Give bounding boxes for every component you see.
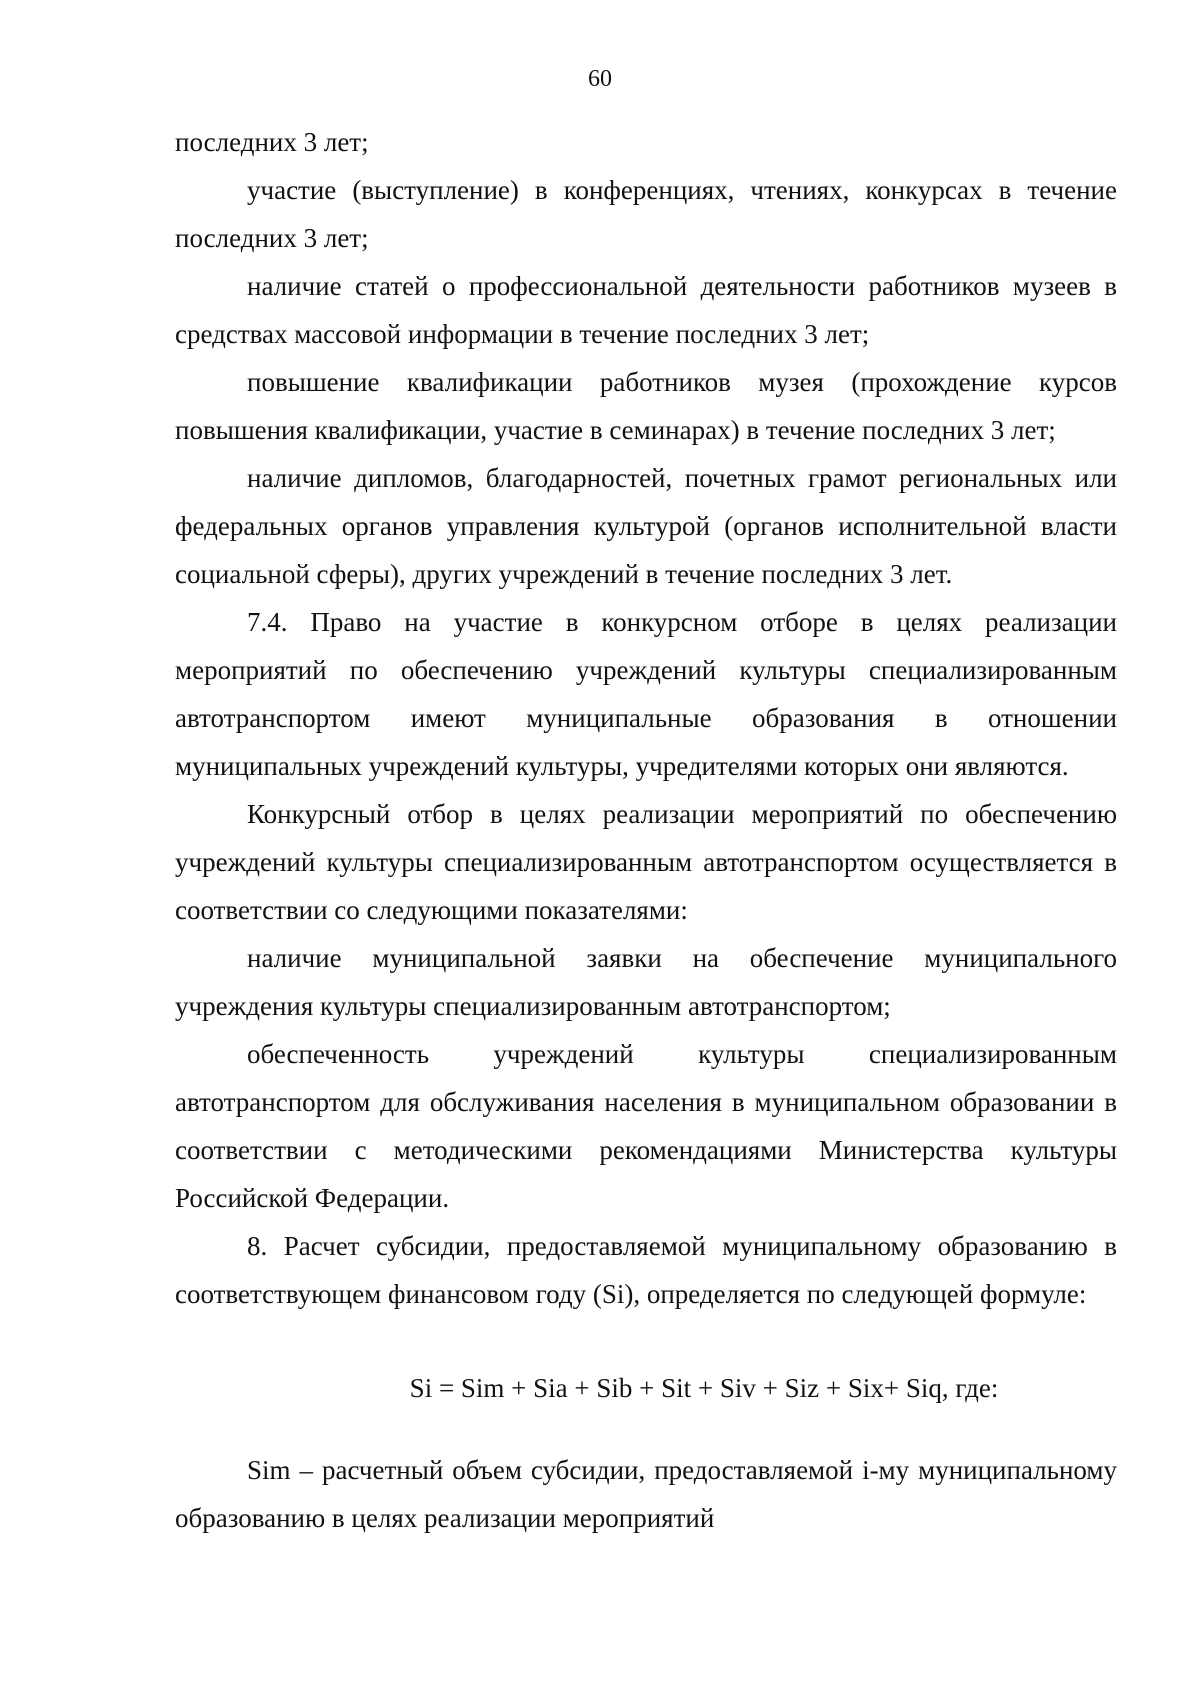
paragraph: наличие дипломов, благодарностей, почетных грамот региональных или федеральных органов управления культурой (органов исполнительной власти социальной сферы), других учреждений в течение последних 3 лет.: [175, 463, 1117, 589]
page-number: 60: [588, 66, 612, 92]
paragraph: обеспеченность учреждений культуры специализированным автотранспортом для обслуживания населения в муниципальном образовании в соответствии с методическими рекомендациями Министерства культуры Российской Федерации.: [175, 1039, 1117, 1213]
definition-term: Sim: [247, 1455, 291, 1485]
section-8-paragraph: 8. Расчет субсидии, предоставляемой муниципальному образованию в соответствующем финансовом году (Si), определяется по следующей формуле:: [175, 1231, 1117, 1309]
paragraph: наличие статей о профессиональной деятельности работников музеев в средствах массовой информации в течение последних 3 лет;: [175, 271, 1117, 349]
paragraph: повышение квалификации работников музея (прохождение курсов повышения квалификации, участие в семинарах) в течение последних 3 лет;: [175, 367, 1117, 445]
section-7-4-paragraph: 7.4. Право на участие в конкурсном отборе в целях реализации мероприятий по обеспечению учреждений культуры специализированным автотранспортом имеют муниципальные образования в отношении муниципальных учреждений культуры, учредителями которых они являются.: [175, 607, 1117, 781]
paragraph: последних 3 лет;: [175, 127, 369, 157]
definition-text: – расчетный объем субсидии, предоставляемой i-му муниципальному образованию в целях реализации мероприятий: [175, 1455, 1117, 1533]
document-body: [175, 118, 1117, 1542]
subsidy-formula: Si = Sim + Sia + Sib + Sit + Siv + Siz + Six+ Siq, где:: [409, 1373, 999, 1403]
paragraph: наличие муниципальной заявки на обеспечение муниципального учреждения культуры специализированным автотранспортом;: [175, 943, 1117, 1021]
formula-definition: [175, 1446, 1117, 1542]
paragraph: участие (выступление) в конференциях, чтениях, конкурсах в течение последних 3 лет;: [175, 175, 1117, 253]
paragraph: Конкурсный отбор в целях реализации мероприятий по обеспечению учреждений культуры специализированным автотранспортом осуществляется в соответствии со следующими показателями:: [175, 799, 1117, 925]
